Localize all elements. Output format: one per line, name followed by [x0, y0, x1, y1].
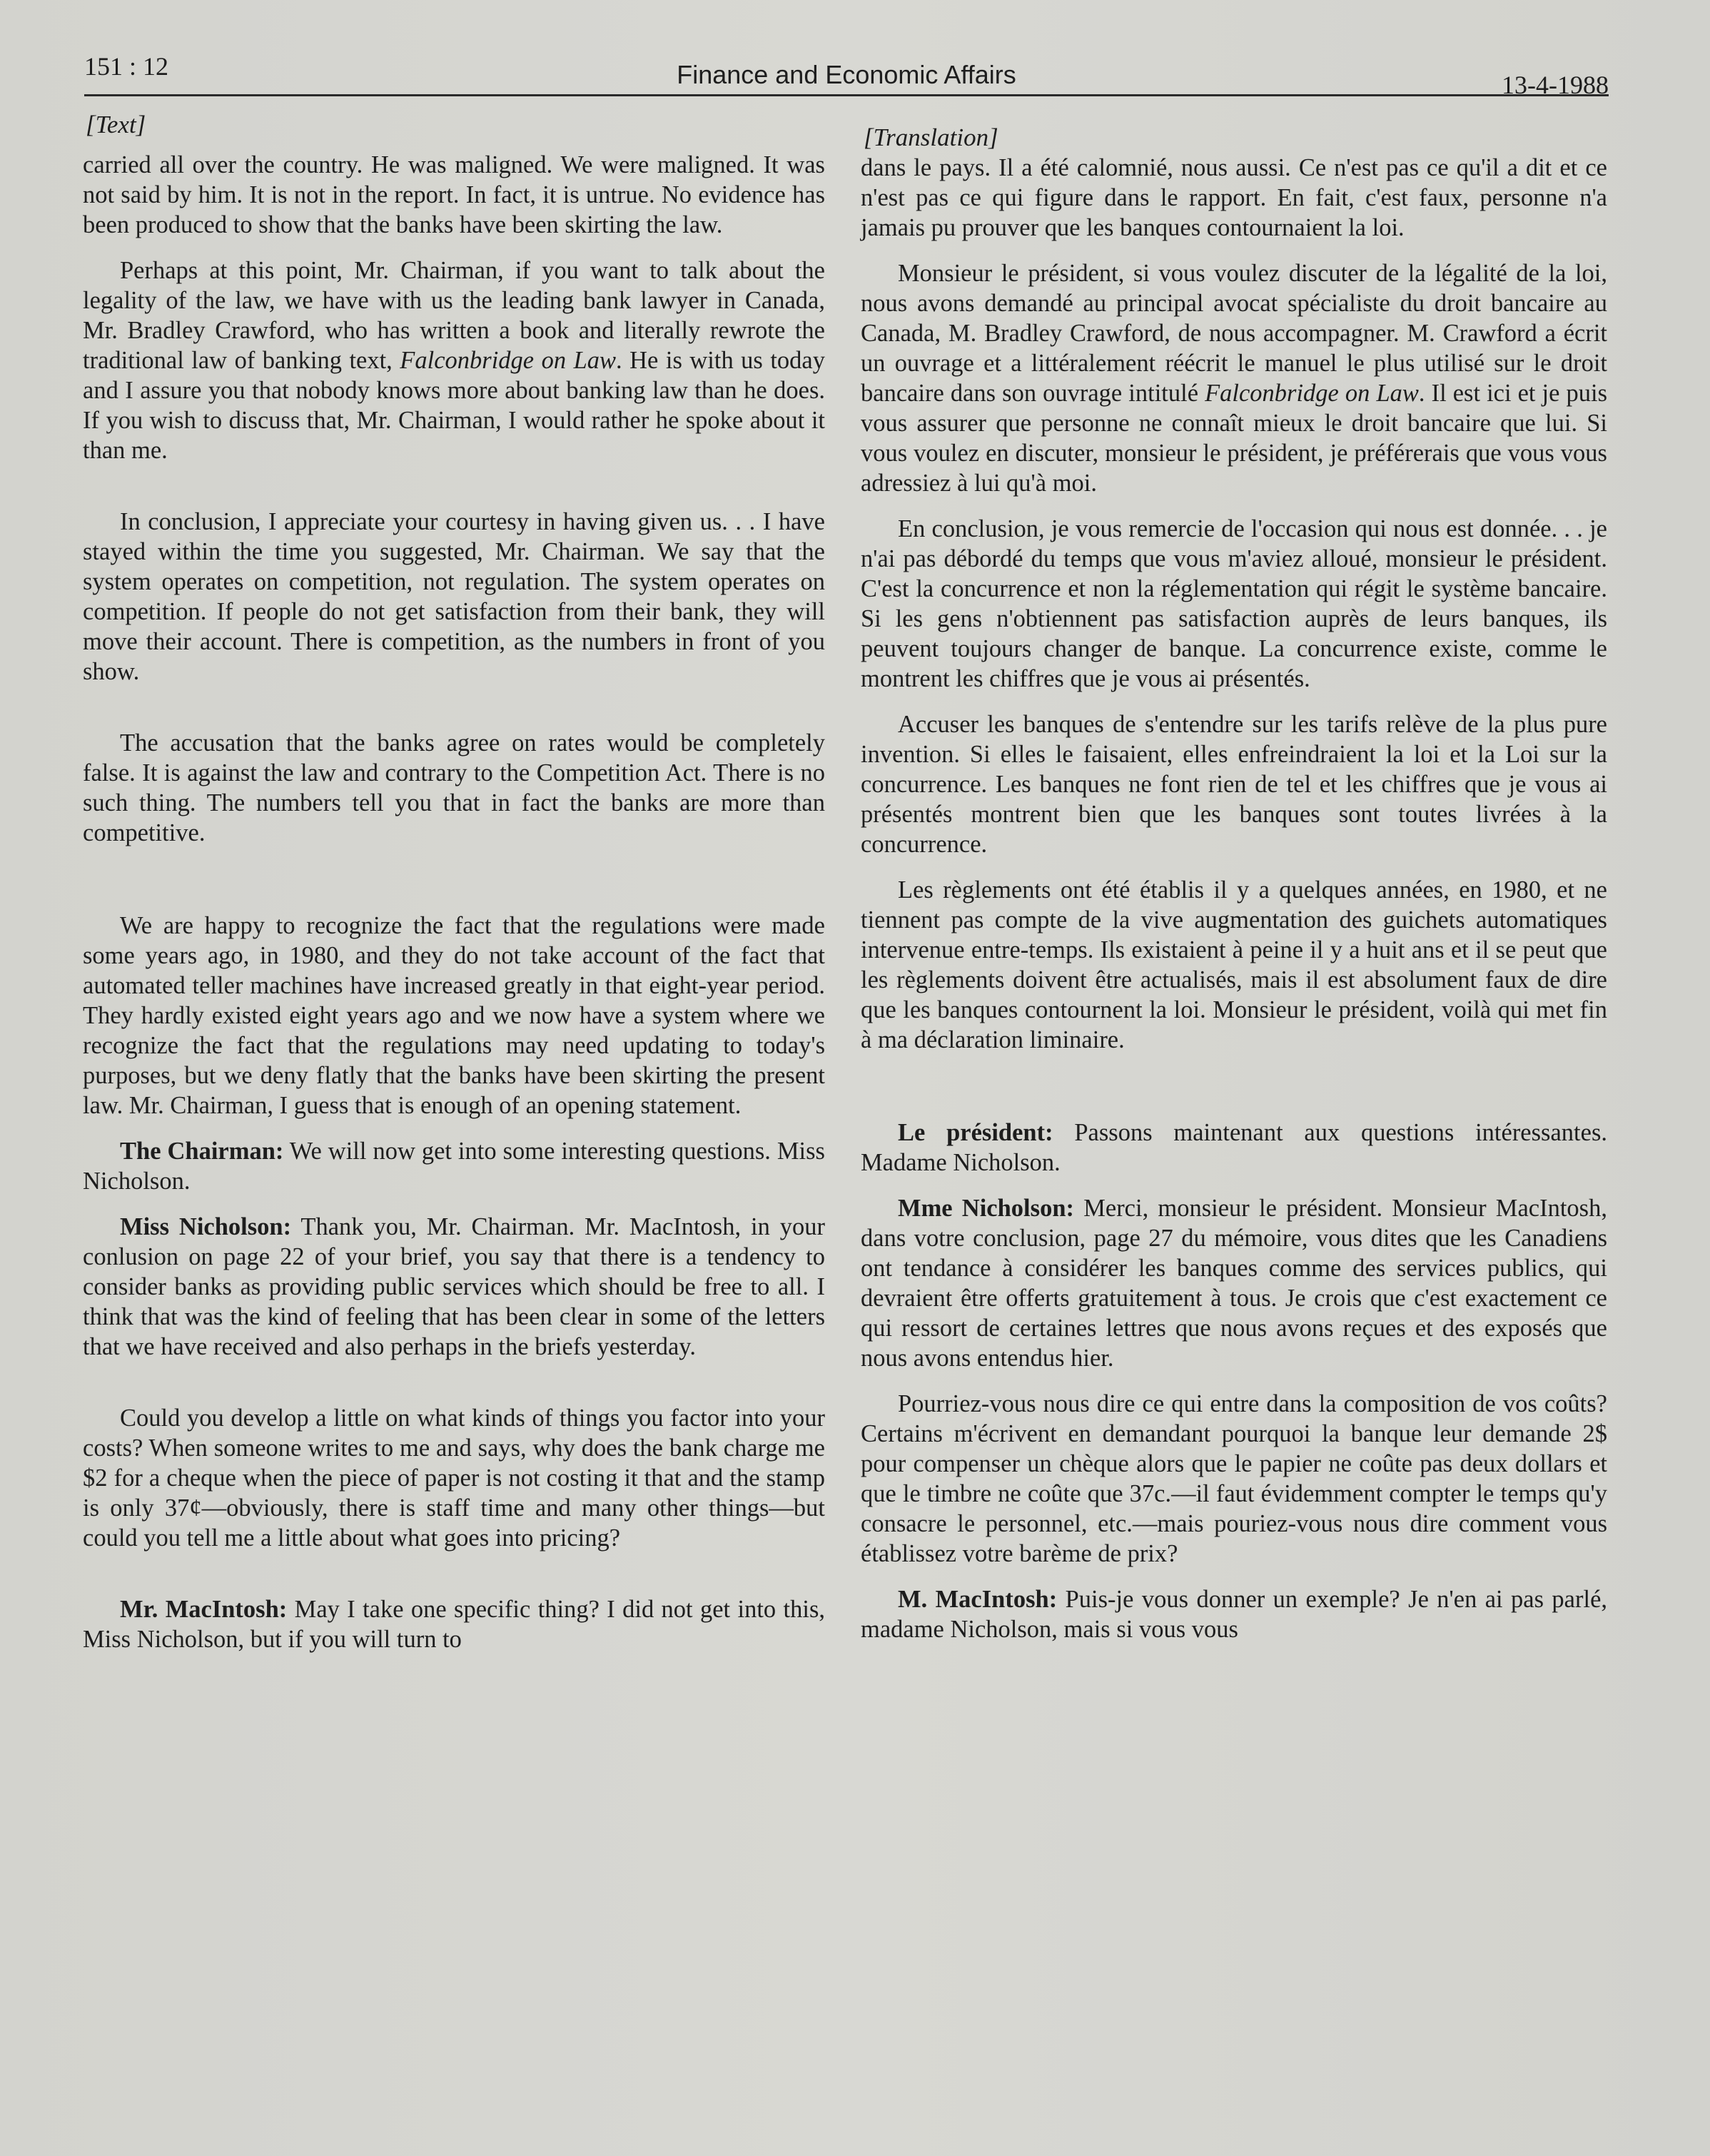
speaker-name: Mr. MacIntosh:: [120, 1596, 288, 1623]
en-paragraph-1: carried all over the country. He was maligned. We were maligned. It was not said by him. It is not in the report. In fact, it is untrue. No evidence has been produced to show that the banks have been skirting the law.: [83, 151, 825, 238]
en-paragraph-2: Perhaps at this point, Mr. Chairman, if you want to talk about the legality of the law, we have with us the leading bank lawyer in Canada, Mr. Bradley Crawford, who has written a book and literally rewrote the traditional law of banking text, Falconbridge on Law. He is with us today and I assure you that nobody knows more about banking law than he does. If you wish to discuss that, Mr. Chairman, I would rather he spoke about it than me.: [83, 257, 825, 464]
en-macintosh-remark: [83, 1594, 825, 1654]
page-header: [84, 51, 1609, 99]
fr-nicholson-remark: [861, 1193, 1607, 1373]
fr-paragraph-2: Monsieur le président, si vous voulez discuter de la légalité de la loi, nous avons demandé au principal avocat spécialiste du droit bancaire au Canada, M. Bradley Crawford, de nous accompagner. M. Crawford a écrit un ouvrage et a littéralement réécrit le manuel le plus utilisé sur le droit bancaire dans son ouvrage intitulé Falconbridge on Law. Il est ici et je puis vous assurer que personne ne connaît mieux le droit bancaire que lui. Si vous voulez en discuter, monsieur le président, je préférerais que vous vous adressiez à lui qu'à moi.: [861, 260, 1608, 497]
en-paragraph-8: Could you develop a little on what kinds of things you factor into your costs? When someone writes to me and says, why does the bank charge me $2 for a cheque when the piece of paper is not costing it that and the stamp is only 37¢—obviously, there is staff time and many other things—but could you tell me a little about what goes into pricing?: [83, 1405, 825, 1552]
fr-president-remark: [861, 1118, 1607, 1178]
speech-text: Merci, monsieur le président. Monsieur MacIntosh, dans votre conclusion, page 27 du mémoire, vous dites que les Canadiens ont tendance à considérer les banques comme des services publics, qui devraient être offerts gratuitement à tous. Je crois que c'est exactement ce qui ressort de certaines lettres que nous avons reçues et des exposés que nous avons entendus hier.: [861, 1195, 1607, 1372]
fr-book-title: Falconbridge on Law: [1205, 380, 1419, 407]
speaker-name: Mme Nicholson:: [898, 1195, 1074, 1222]
fr-paragraph-3: En conclusion, je vous remercie de l'occasion qui nous est donnée. . . je n'ai pas débordé du temps que vous m'aviez alloué, monsieur le président. C'est la concurrence et non la réglementation qui régit le système bancaire. Si les gens n'obtiennent pas satisfaction auprès de leurs banques, ils peuvent toujours changer de banque. La concurrence existe, comme le montrent les chiffres que je vous ai présentés.: [861, 515, 1607, 692]
fr-paragraph-4: Accuser les banques de s'entendre sur les tarifs relève de la plus pure invention. Si elles le faisaient, elles enfreindraient la loi et la Loi sur la concurrence. Les banques ne font rien de tel et les chiffres que je vous ai présentés montrent bien que les banques sont toutes livrées à la concurrence.: [861, 711, 1607, 858]
en-paragraph-4: The accusation that the banks agree on rates would be completely false. It is against the law and contrary to the Competition Act. There is no such thing. The numbers tell you that in fact the banks are more than competitive.: [83, 729, 825, 846]
speaker-name: Le président:: [898, 1119, 1053, 1146]
en-paragraph-5: We are happy to recognize the fact that the regulations were made some years ago, in 1980, and they do not take account of the fact that automated teller machines have increased greatly in that eight-year period. They hardly existed eight years ago and we now have a system where we recognize the fact that the regulations may need updating to today's purposes, but we deny flatly that the banks have been skirting the present law. Mr. Chairman, I guess that is enough of an opening statement.: [83, 912, 825, 1119]
speaker-name: Miss Nicholson:: [120, 1213, 292, 1240]
en-book-title: Falconbridge on Law: [400, 347, 617, 374]
fr-paragraph-5: Les règlements ont été établis il y a quelques années, en 1980, et ne tiennent pas compte de la vive augmentation des guichets automatiques intervenue entre-temps. Ils existaient à peine il y a huit ans et il se peut que les règlements doivent être actualisés, mais il est absolument faux de dire que les banques contournent la loi. Monsieur le président, voilà qui met fin à ma déclaration liminaire.: [861, 876, 1607, 1053]
speech-text: Puis-je vous donner un exemple? Je n'en ai pas parlé, madame Nicholson, mais si vous vous: [861, 1586, 1608, 1643]
en-nicholson-remark: [83, 1212, 825, 1362]
english-column-label: [Text]: [86, 111, 146, 138]
french-column: [861, 108, 1607, 1644]
page-date: 13-4-1988: [1502, 71, 1609, 99]
fr-paragraph-8: Pourriez-vous nous dire ce qui entre dans la composition de vos coûts? Certains m'écrivent en demandant pourquoi la banque leur demande 2$ pour compenser un chèque alors que le papier ne coûte pas deux dollars et que le timbre ne coûte que 37c.—il faut évidemment compter le temps qu'y consacre le personnel, etc.—mais pouriez-vous nous dire comment vous établissez votre barème de prix?: [861, 1390, 1607, 1567]
speaker-name: The Chairman:: [120, 1138, 284, 1165]
speaker-name: M. MacIntosh:: [898, 1586, 1058, 1613]
en-chairman-remark: [83, 1136, 825, 1196]
speech-text: Passons maintenant aux questions intéressantes. Madame Nicholson.: [861, 1119, 1607, 1176]
fr-macintosh-remark: [861, 1584, 1607, 1644]
fr-paragraph-1: dans le pays. Il a été calomnié, nous aussi. Ce n'est pas ce qu'il a dit et ce n'est pas ce qui figure dans le rapport. En fait, c'est faux, personne n'a jamais pu prouver que les banques contournaient la loi.: [861, 154, 1607, 241]
speech-text: Thank you, Mr. Chairman. Mr. MacIntosh, in your conlusion on page 22 of your brief, you say that there is a tendency to consider banks as providing public services which should be free to all. I think that was the kind of feeling that has been clear in some of the letters that we have received and also perhaps in the briefs yesterday.: [83, 1213, 825, 1360]
speech-text: May I take one specific thing? I did not get into this, Miss Nicholson, but if you will turn to: [83, 1596, 825, 1653]
publication-title: Finance and Economic Affairs: [677, 60, 1016, 89]
speech-text: We will now get into some interesting questions. Miss Nicholson.: [83, 1138, 825, 1195]
page-number: 151 : 12: [84, 52, 169, 81]
en-paragraph-3: In conclusion, I appreciate your courtesy in having given us. . . I have stayed within the time you suggested, Mr. Chairman. We say that the system operates on competition, not regulation. The system operates on competition. If people do not get satisfaction from their bank, they will move their account. There is competition, as the numbers in front of you show.: [83, 508, 825, 685]
english-column: [83, 108, 825, 1654]
french-column-label: [Translation]: [864, 123, 998, 151]
